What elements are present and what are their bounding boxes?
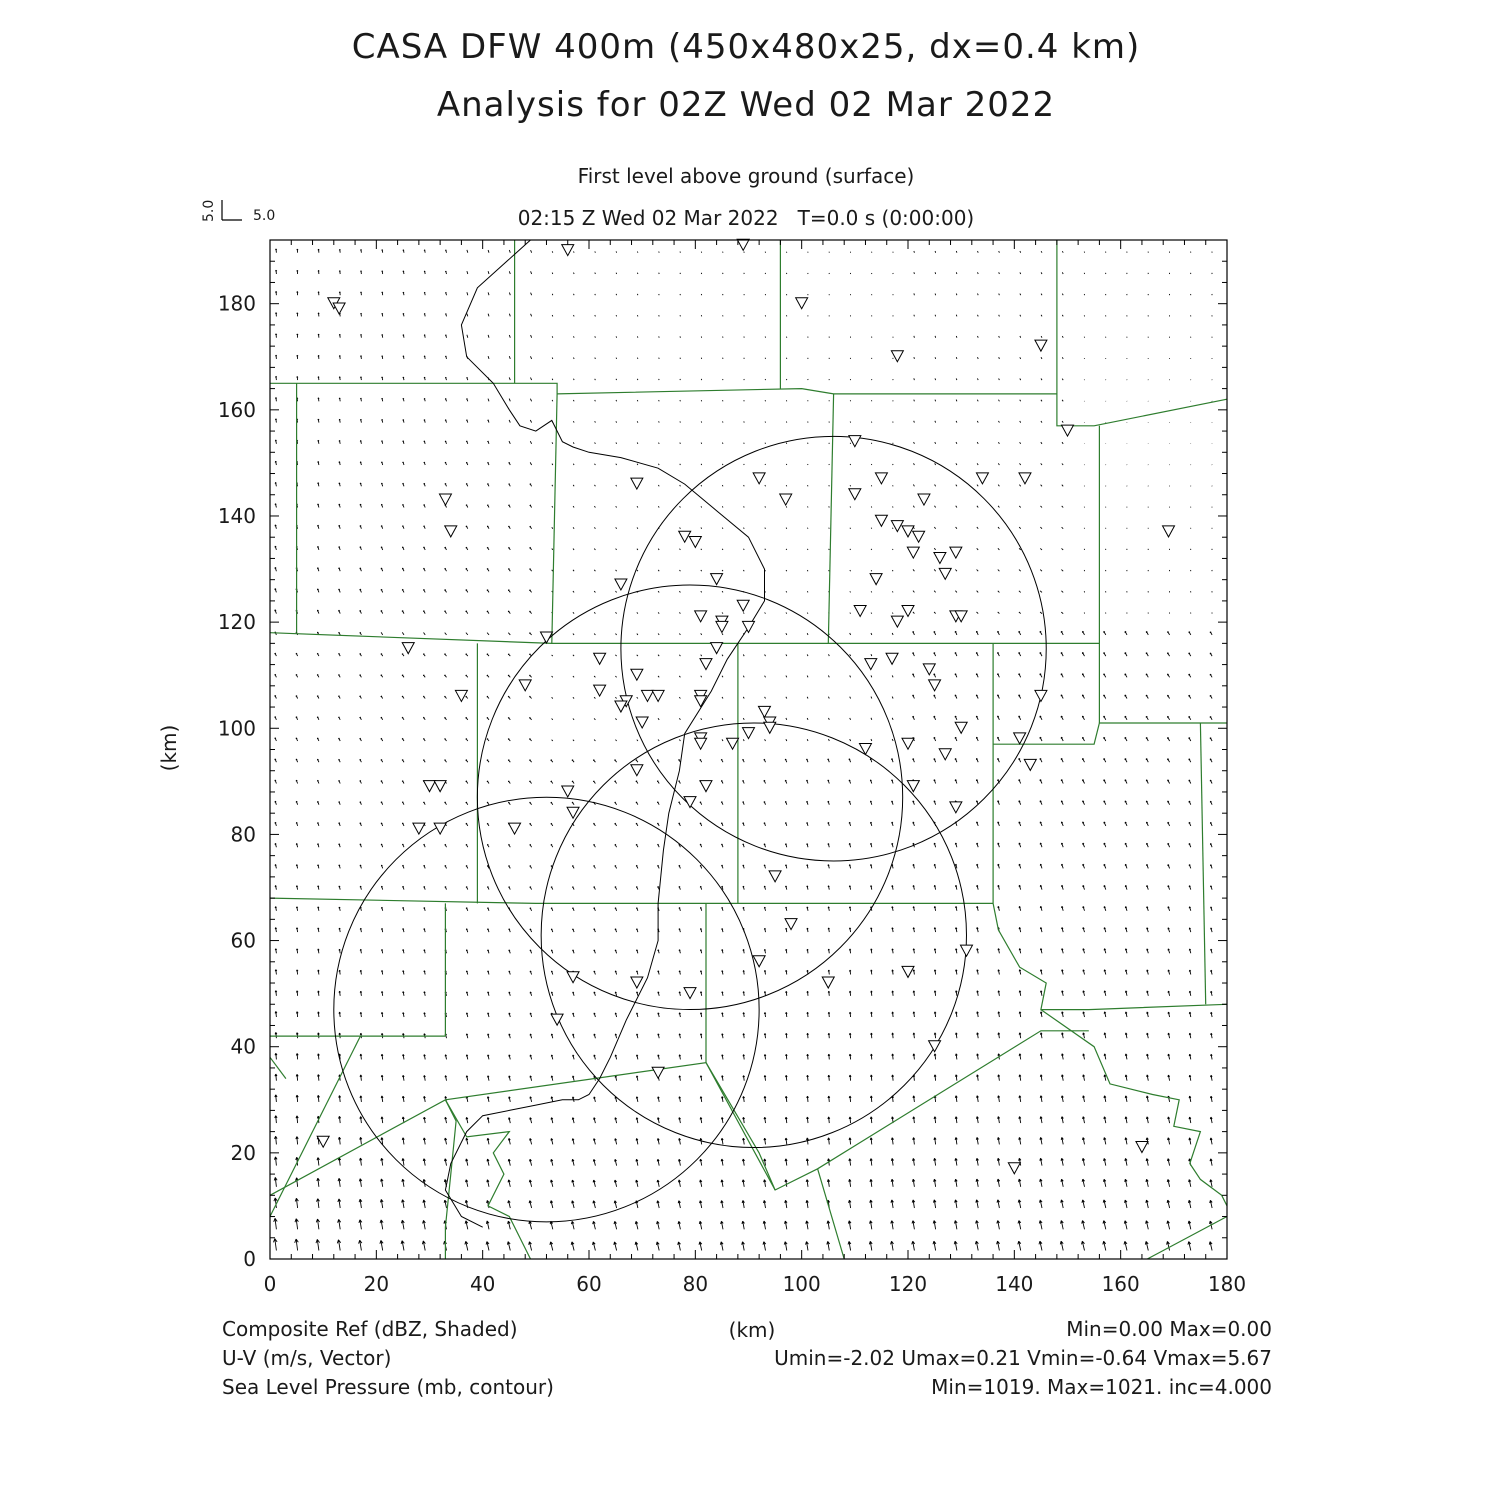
station-marker: [913, 531, 925, 542]
footer-row-1-right: Min=0.00 Max=0.00: [1066, 1317, 1272, 1341]
station-marker: [700, 659, 712, 670]
sea-level-pressure-contour: [445, 240, 764, 1227]
station-marker: [641, 690, 653, 701]
station-marker: [711, 643, 723, 654]
station-marker: [519, 680, 531, 691]
station-marker: [1163, 526, 1175, 537]
county-line: [445, 1100, 530, 1259]
x-tick-label: 80: [682, 1272, 709, 1296]
station-marker: [737, 600, 749, 611]
station-marker: [902, 606, 914, 617]
county-line: [818, 1169, 845, 1259]
county-line: [445, 1100, 456, 1259]
station-marker: [509, 823, 521, 834]
footer-row-2-right: Umin=-2.02 Umax=0.21 Vmin=-0.64 Vmax=5.67: [774, 1346, 1272, 1370]
station-marker: [737, 239, 749, 250]
pressure-contour-line: [445, 240, 764, 1227]
station-marker: [743, 621, 755, 632]
station-marker: [1008, 1163, 1020, 1174]
county-line: [270, 1036, 360, 1216]
station-marker: [870, 574, 882, 585]
county-line: [828, 394, 833, 644]
county-line: [1147, 1217, 1227, 1260]
footer-row-3-right: Min=1019. Max=1021. inc=4.000: [931, 1375, 1272, 1399]
station-marker: [652, 1067, 664, 1078]
station-marker: [753, 473, 765, 484]
station-marker: [631, 669, 643, 680]
title-line-1: CASA DFW 400m (450x480x25, dx=0.4 km): [351, 27, 1141, 67]
station-marker: [960, 945, 972, 956]
station-marker: [929, 1041, 941, 1052]
station-marker: [700, 781, 712, 792]
station-marker: [849, 436, 861, 447]
footer-row-2-left: U-V (m/s, Vector): [222, 1346, 392, 1370]
station-marker: [652, 690, 664, 701]
station-marker: [615, 579, 627, 590]
station-marker: [1024, 759, 1036, 770]
station-marker: [902, 738, 914, 749]
station-marker: [562, 786, 574, 797]
axis-ticks: [218, 240, 1246, 1296]
station-marker: [780, 494, 792, 505]
county-boundaries: [270, 240, 1227, 1259]
station-marker: [615, 701, 627, 712]
footer-row-1-left: Composite Ref (dBZ, Shaded): [222, 1317, 518, 1341]
station-marker: [684, 797, 696, 808]
y-tick-label: 160: [217, 397, 256, 422]
station-marker: [711, 574, 723, 585]
station-marker: [902, 966, 914, 977]
station-marker: [955, 722, 967, 733]
station-marker: [769, 871, 781, 882]
station-marker: [727, 738, 739, 749]
station-marker: [743, 728, 755, 739]
station-marker: [891, 351, 903, 362]
station-marker: [758, 706, 770, 717]
county-line: [552, 394, 557, 644]
station-marker: [631, 765, 643, 776]
station-marker: [434, 781, 446, 792]
station-marker: [333, 303, 345, 314]
x-tick-label: 60: [576, 1272, 602, 1296]
station-marker: [439, 494, 451, 505]
station-marker: [1019, 473, 1031, 484]
station-marker: [854, 606, 866, 617]
station-marker: [540, 632, 552, 643]
station-marker: [934, 552, 946, 563]
station-marker: [445, 526, 457, 537]
station-marker: [785, 919, 797, 930]
x-tick-label: 120: [888, 1272, 928, 1296]
station-marker: [891, 616, 903, 627]
station-marker: [886, 653, 898, 664]
x-tick-label: 140: [995, 1272, 1034, 1296]
plot-area: [218, 239, 1246, 1296]
y-tick-label: 0: [243, 1247, 256, 1271]
station-marker: [716, 621, 728, 632]
county-line: [270, 633, 1099, 644]
station-marker: [631, 478, 643, 489]
x-tick-label: 100: [782, 1272, 821, 1296]
y-tick-label: 80: [230, 822, 256, 847]
x-tick-label: 40: [469, 1272, 496, 1296]
y-axis-label: (km): [157, 724, 181, 772]
station-marker: [865, 659, 877, 670]
key-v-label: 5.0: [201, 199, 217, 222]
station-marker: [849, 489, 861, 500]
title-line-2: Analysis for 02Z Wed 02 Mar 2022: [436, 85, 1056, 125]
station-marker: [1014, 733, 1026, 744]
station-marker: [859, 744, 871, 755]
station-marker: [594, 685, 606, 696]
x-tick-label: 180: [1207, 1272, 1247, 1296]
station-marker: [695, 738, 707, 749]
y-tick-label: 40: [230, 1034, 256, 1059]
station-marker: [455, 690, 467, 701]
station-marker: [413, 823, 425, 834]
station-marker: [929, 680, 941, 691]
county-line: [1200, 723, 1205, 1004]
station-marker: [594, 653, 606, 664]
station-marker: [875, 515, 887, 526]
x-tick-label: 20: [363, 1272, 390, 1296]
station-marker: [631, 977, 643, 988]
y-tick-label: 60: [230, 928, 256, 953]
station-marker: [923, 664, 935, 675]
x-tick-label: 160: [1101, 1272, 1140, 1296]
county-line: [270, 898, 993, 903]
y-tick-label: 180: [217, 291, 256, 316]
station-marker: [636, 717, 648, 728]
station-marker: [918, 494, 930, 505]
wind-vectors: [274, 249, 1213, 1251]
station-marker: [907, 547, 919, 558]
station-marker: [822, 977, 834, 988]
station-marker: [939, 568, 951, 579]
y-tick-label: 100: [217, 716, 256, 741]
station-marker: [695, 611, 707, 622]
y-tick-label: 20: [230, 1140, 256, 1165]
station-marker: [1035, 690, 1047, 701]
station-marker: [950, 547, 962, 558]
station-marker: [402, 643, 414, 654]
station-marker: [424, 781, 436, 792]
y-tick-label: 120: [217, 610, 256, 635]
county-line: [993, 903, 1227, 1009]
x-tick-label: 0: [263, 1272, 277, 1296]
station-marker: [764, 722, 776, 733]
station-marker: [950, 802, 962, 813]
county-line: [1041, 1010, 1227, 1206]
station-marker: [875, 473, 887, 484]
county-line: [270, 383, 1227, 426]
station-marker: [551, 1014, 563, 1025]
station-marker: [1035, 340, 1047, 351]
station-marker: [684, 988, 696, 999]
station-marker: [796, 298, 808, 309]
wind-vector-field: [274, 249, 1213, 1251]
x-axis-label: (km): [728, 1318, 776, 1342]
y-tick-label: 140: [217, 503, 256, 528]
footer-row-3-left: Sea Level Pressure (mb, contour): [222, 1375, 554, 1399]
station-marker: [562, 245, 574, 256]
station-marker: [689, 537, 701, 548]
plot-frame: [270, 240, 1227, 1259]
vector-reference-key: [201, 200, 275, 224]
valid-time-subtitle: 02:15 Z Wed 02 Mar 2022 T=0.0 s (0:00:00): [517, 206, 975, 230]
key-u-label: 5.0: [253, 208, 276, 224]
station-marker: [1062, 425, 1074, 436]
station-marker: [1136, 1142, 1148, 1153]
level-subtitle: First level above ground (surface): [577, 164, 915, 188]
station-marker: [939, 749, 951, 760]
station-marker: [976, 473, 988, 484]
